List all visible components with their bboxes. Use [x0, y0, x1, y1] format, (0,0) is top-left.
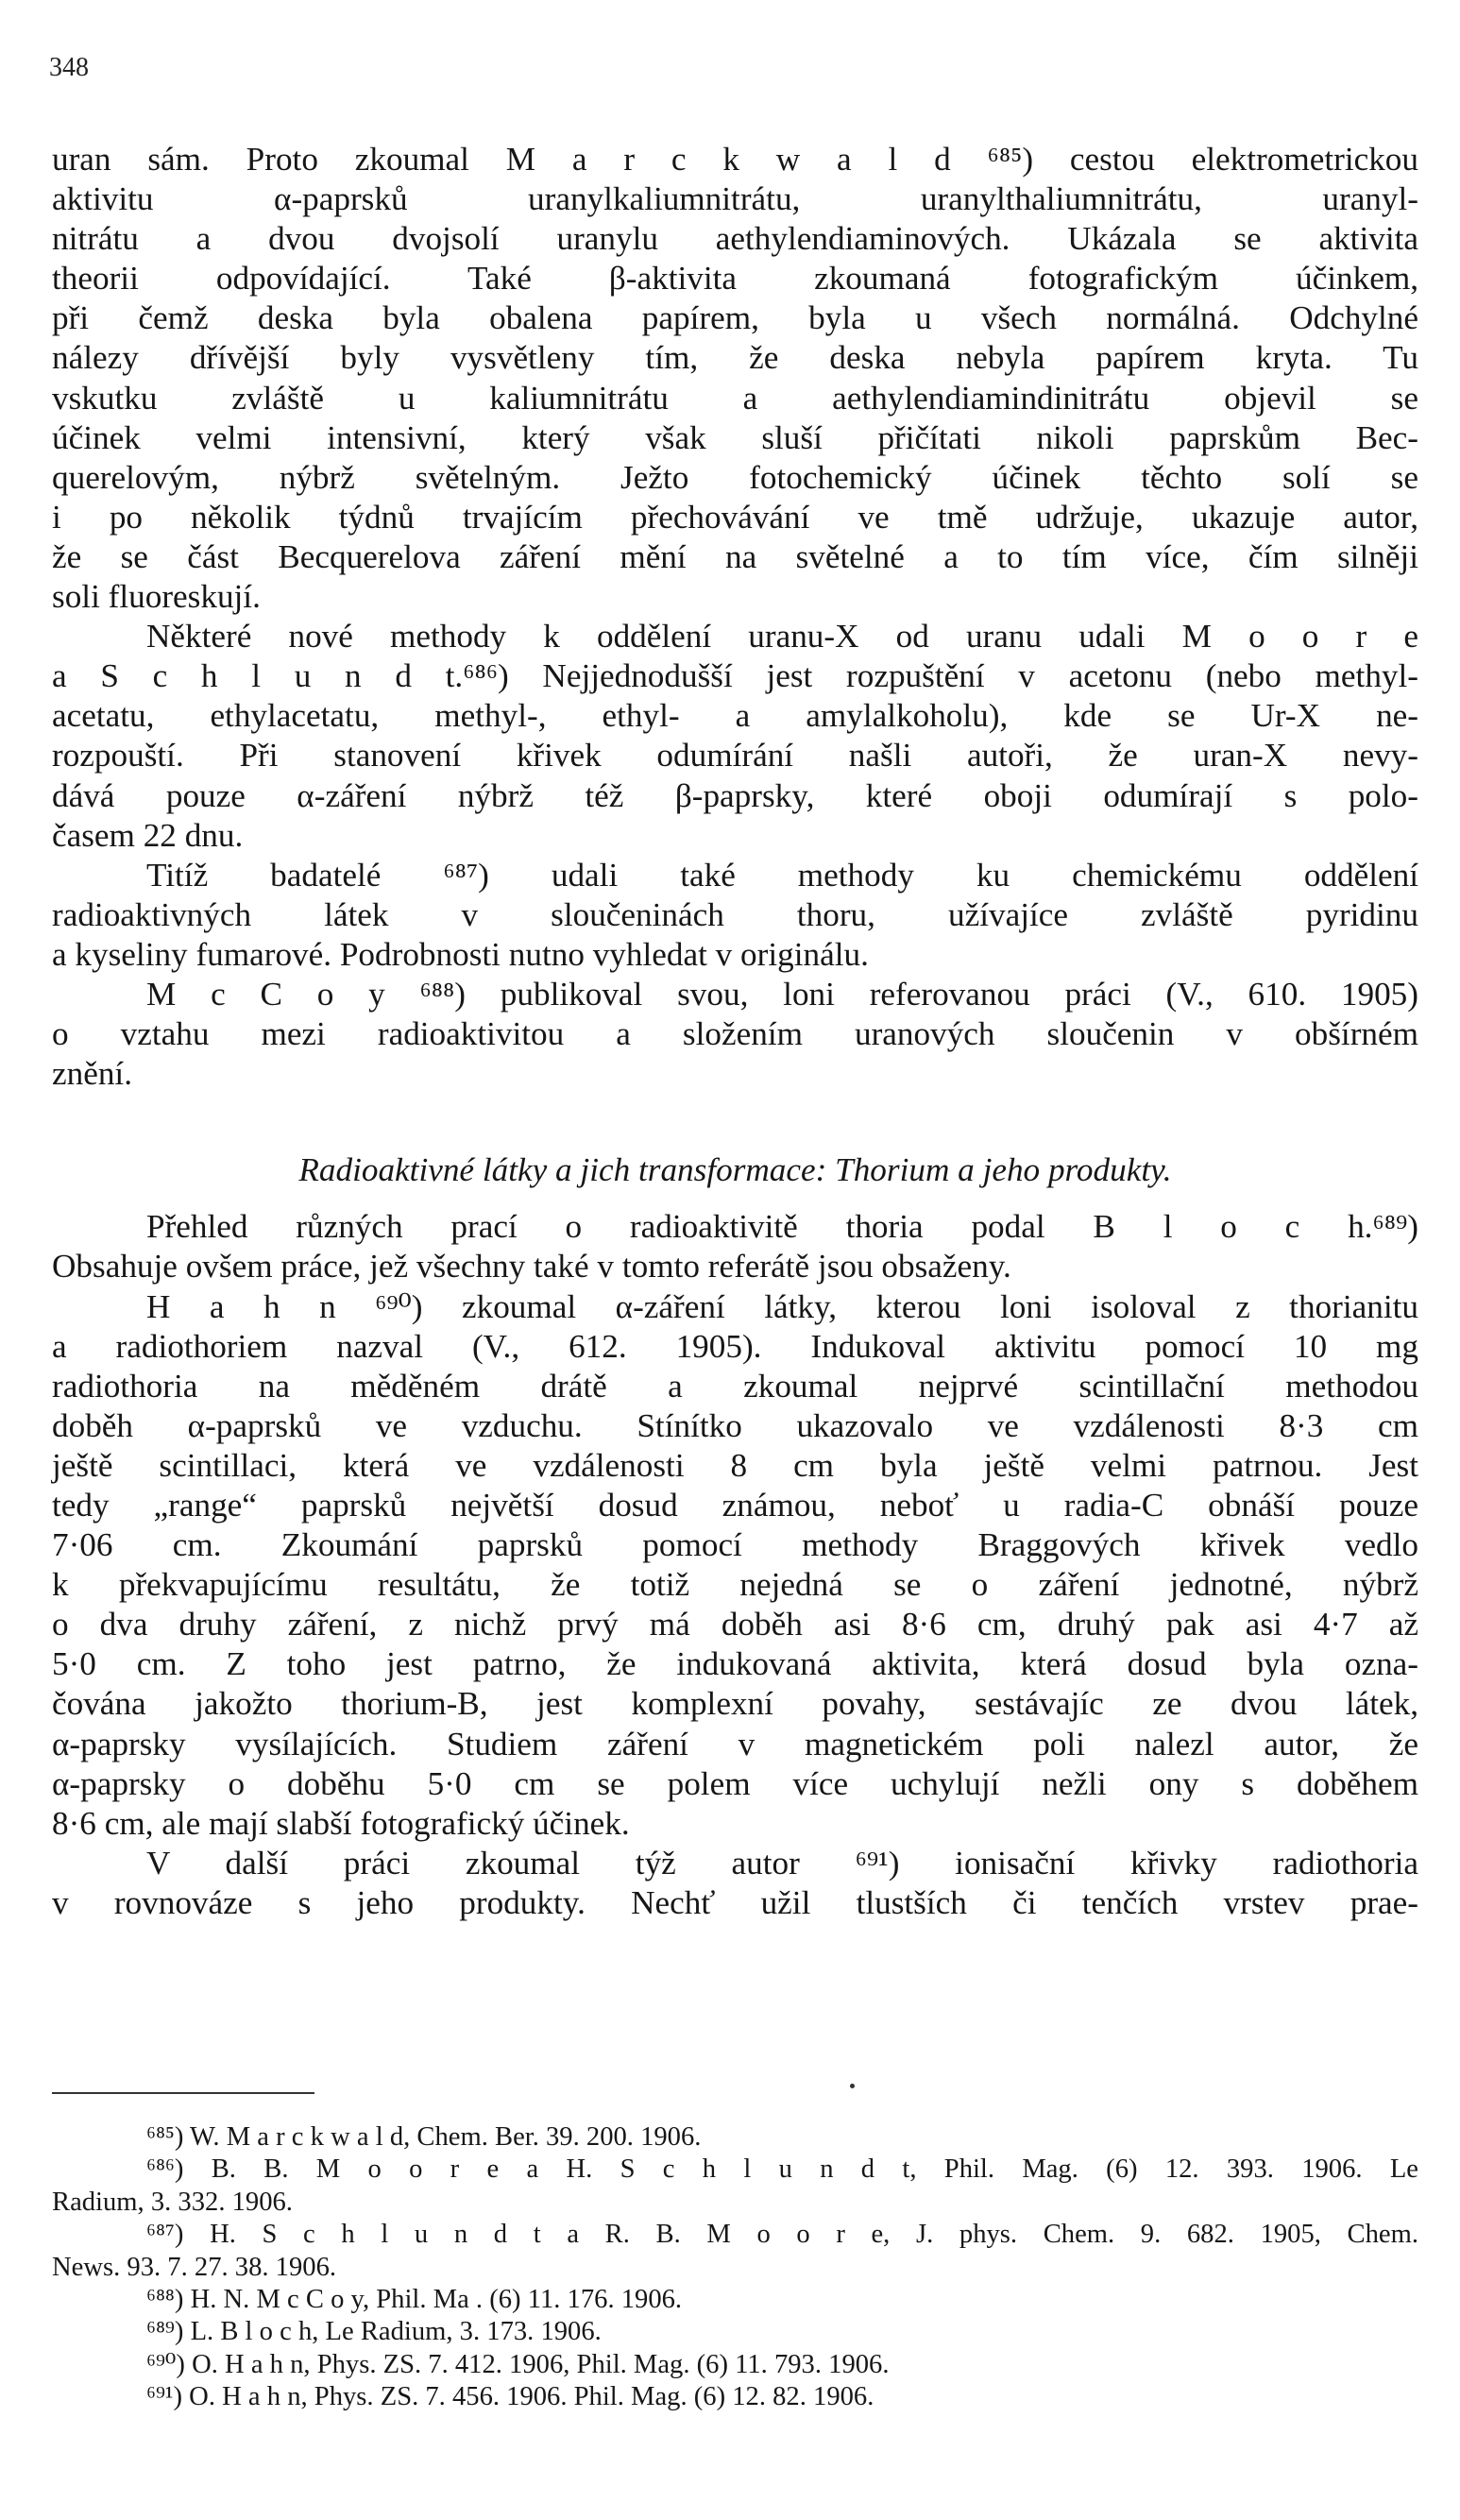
footnotes: [52, 2121, 1418, 2414]
footnote-line: ⁶⁸⁸) H. N. M c C o y, Phil. Ma . (6) 11. 176. 1906.: [146, 2284, 683, 2314]
text-line: M c C o y ⁶⁸⁸) publikoval svou, loni referovanou práci (V., 610. 1905): [146, 975, 1418, 1013]
text-line: α-paprsky vysílajících. Studiem záření v magnetickém poli nalezl autor, že: [52, 1725, 1418, 1762]
text-line: theorii odpovídající. Také β-aktivita zkoumaná fotografickým účinkem,: [52, 260, 1418, 298]
text-line: a kyseliny fumarové. Podrobnosti nutno vyhledat v originálu.: [52, 935, 869, 973]
text-line: tedy „range“ paprsků největší dosud známou, neboť u radia-C obnáší pouze: [52, 1487, 1418, 1524]
text-line: a radiothoriem nazval (V., 612. 1905). Indukoval aktivitu pomocí 10 mg: [52, 1327, 1418, 1365]
footnote-line: ⁶⁸⁹) L. B l o c h, Le Radium, 3. 173. 1906.: [146, 2317, 602, 2347]
paragraphs-before-heading: [52, 140, 1418, 1094]
text-line: radiothoria na měděném drátě a zkoumal nejprvé scintillační methodou: [52, 1367, 1418, 1405]
section-heading: Radioaktivné látky a jich transformace: Thorium a jeho produkty.: [298, 1151, 1172, 1189]
text-line: znění.: [52, 1055, 132, 1093]
text-line: Obsahuje ovšem práce, jež všechny také v tomto referátě jsou obsaženy.: [52, 1248, 1011, 1286]
page-number: 348: [49, 53, 89, 82]
text-line: časem 22 dnu.: [52, 816, 244, 854]
footnote-line: ⁶⁸⁵) W. M a r c k w a l d, Chem. Ber. 39. 200. 1906.: [146, 2122, 702, 2152]
footnote-line: ⁶⁸⁶) B. B. M o o r e a H. S c h l u n d t, Phil. Mag. (6) 12. 393. 1906. Le: [146, 2154, 1418, 2185]
text-line: Přehled různých prací o radioaktivitě thoria podal B l o c h.⁶⁸⁹): [146, 1208, 1418, 1246]
text-line: 7·06 cm. Zkoumání paprsků pomocí methody Braggových křivek vedlo: [52, 1526, 1418, 1564]
text-line: i po několik týdnů trvajícím přechovávání ve tmě udržuje, ukazuje autor,: [52, 498, 1418, 536]
text-line: dává pouze α-záření nýbrž též β-paprsky, které oboji odumírají s polo-: [52, 776, 1418, 814]
text-line: uran sám. Proto zkoumal M a r c k w a l d ⁶⁸⁵) cestou elektrometrickou: [52, 141, 1418, 178]
footnote-rule: [52, 2092, 314, 2094]
text-line: o dva druhy záření, z nichž prvý má doběh asi 8·6 cm, druhý pak asi 4·7 až: [52, 1606, 1418, 1643]
footnote-line: Radium, 3. 332. 1906.: [52, 2187, 293, 2217]
paragraphs-after-heading: [52, 1207, 1418, 1923]
text-line: querelovým, nýbrž světelným. Ježto fotochemický účinek těchto solí se: [52, 458, 1418, 496]
text-line: Některé nové methody k oddělení uranu-X od uranu udali M o o r e: [146, 618, 1418, 656]
text-line: 8·6 cm, ale mají slabší fotografický účinek.: [52, 1804, 630, 1842]
text-line: soli fluoreskují.: [52, 578, 261, 616]
text-line: k překvapujícímu resultátu, že totiž nejedná se o záření jednotné, nýbrž: [52, 1566, 1418, 1604]
text-line: V další práci zkoumal týž autor ⁶⁹¹) ionisační křivky radiothoria: [146, 1844, 1418, 1881]
text-line: aktivitu α-paprsků uranylkaliumnitrátu, uranylthaliumnitrátu, uranyl-: [52, 180, 1418, 218]
text-line: 5·0 cm. Z toho jest patrno, že indukovaná aktivita, která dosud byla ozna-: [52, 1645, 1418, 1683]
heading-spacer: [52, 1190, 1418, 1207]
text-line: čována jakožto thorium-B, jest komplexní povahy, sestávajíc ze dvou látek,: [52, 1685, 1418, 1723]
text-line: rozpouští. Při stanovení křivek odumírání našli autoři, že uran-X nevy-: [52, 737, 1418, 775]
footnote-line: ⁶⁸⁷) H. S c h l u n d t a R. B. M o o r e, J. phys. Chem. 9. 682. 1905, Chem.: [146, 2220, 1418, 2250]
footnote-line: ⁶⁹¹) O. H a h n, Phys. ZS. 7. 456. 1906. Phil. Mag. (6) 12. 82. 1906.: [146, 2382, 874, 2412]
main-text: [52, 140, 1418, 1923]
heading-gap: [52, 1094, 1418, 1150]
text-line: nitrátu a dvou dvojsolí uranylu aethylendiaminových. Ukázala se aktivita: [52, 220, 1418, 258]
text-line: že se část Becquerelova záření mění na světelné a to tím více, čím silněji: [52, 537, 1418, 575]
footnote-line: News. 93. 7. 27. 38. 1906.: [52, 2252, 337, 2282]
text-line: v rovnováze s jeho produkty. Nechť užil tlustších či tenčích vrstev prae-: [52, 1883, 1418, 1921]
text-line: vskutku zvláště u kaliumnitrátu a aethylendiamindinitrátu objevil se: [52, 379, 1418, 417]
text-line: účinek velmi intensivní, který však sluší přičítati nikoli paprskům Bec-: [52, 418, 1418, 456]
text-line: o vztahu mezi radioaktivitou a složením uranových sloučenin v obšírném: [52, 1015, 1418, 1053]
text-line: ještě scintillaci, která ve vzdálenosti 8 cm byla ještě velmi patrnou. Jest: [52, 1446, 1418, 1484]
text-line: H a h n ⁶⁹⁰) zkoumal α-záření látky, kterou loni isoloval z thorianitu: [146, 1287, 1418, 1325]
text-line: acetatu, ethylacetatu, methyl-, ethyl- a amylalkoholu), kde se Ur-X ne-: [52, 697, 1418, 735]
footnote-list: [52, 2121, 1418, 2414]
text-line: a S c h l u n d t.⁶⁸⁶) Nejjednodušší jest rozpuštění v acetonu (nebo methyl-: [52, 657, 1418, 695]
text-line: α-paprsky o doběhu 5·0 cm se polem více uchylují nežli ony s doběhem: [52, 1764, 1418, 1802]
text-line: nálezy dřívější byly vysvětleny tím, že deska nebyla papírem kryta. Tu: [52, 339, 1418, 377]
text-line: při čemž deska byla obalena papírem, byla u všech normálná. Odchylné: [52, 299, 1418, 337]
text-line: radioaktivných látek v sloučeninách thoru, užívajíce zvláště pyridinu: [52, 895, 1418, 933]
text-line: Titíž badatelé ⁶⁸⁷) udali také methody ku chemickému oddělení: [146, 856, 1418, 894]
text-line: doběh α-paprsků ve vzduchu. Stínítko ukazovalo ve vzdálenosti 8·3 cm: [52, 1406, 1418, 1444]
print-speck: [850, 2084, 855, 2088]
footnote-line: ⁶⁹⁰) O. H a h n, Phys. ZS. 7. 412. 1906, Phil. Mag. (6) 11. 793. 1906.: [146, 2349, 890, 2379]
